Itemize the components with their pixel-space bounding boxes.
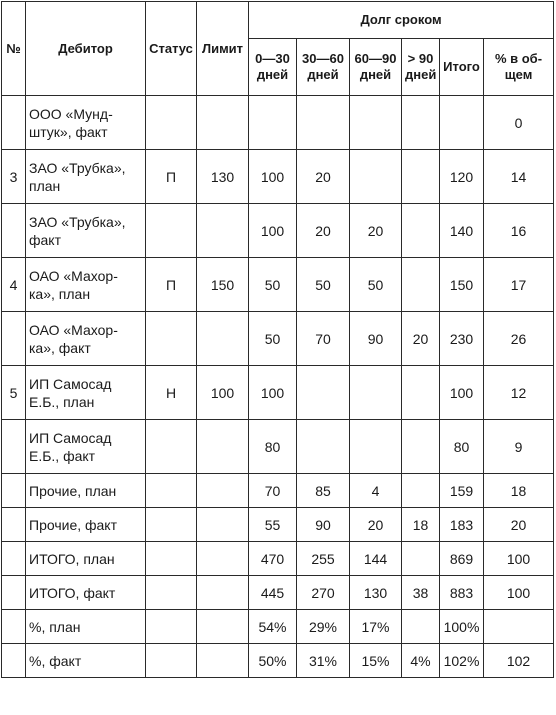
- cell-0-30: 80: [249, 420, 297, 474]
- table-row: [2, 258, 554, 312]
- cell-status: [146, 96, 197, 150]
- cell-limit: [197, 420, 249, 474]
- cell-debtor: ЗАО «Трубка», факт: [26, 204, 146, 258]
- cell-0-30: 470: [249, 542, 297, 576]
- cell-debtor: ОАО «Махор- ка», план: [26, 258, 146, 312]
- cell-60-90: [350, 366, 402, 420]
- cell-30-60: [297, 96, 350, 150]
- cell-no: [2, 644, 26, 678]
- cell-percent: 26: [484, 312, 554, 366]
- cell-status: [146, 508, 197, 542]
- cell-0-30: [249, 96, 297, 150]
- table-row: [2, 96, 554, 150]
- cell-total: 120: [440, 150, 484, 204]
- table-row: [2, 644, 554, 678]
- cell-60-90: [350, 420, 402, 474]
- cell-0-30: 55: [249, 508, 297, 542]
- cell-no: 5: [2, 366, 26, 420]
- cell-no: [2, 204, 26, 258]
- cell-limit: [197, 508, 249, 542]
- cell-limit: 130: [197, 150, 249, 204]
- header-0-30-days: 0—30 дней: [249, 39, 297, 96]
- cell-60-90: 15%: [350, 644, 402, 678]
- cell-60-90: 20: [350, 204, 402, 258]
- cell-total: [440, 96, 484, 150]
- cell-60-90: 4: [350, 474, 402, 508]
- cell-60-90: [350, 150, 402, 204]
- cell-total: 150: [440, 258, 484, 312]
- cell-60-90: 20: [350, 508, 402, 542]
- cell-percent: [484, 610, 554, 644]
- cell-60-90: 50: [350, 258, 402, 312]
- cell-no: 3: [2, 150, 26, 204]
- cell-60-90: [350, 96, 402, 150]
- cell-no: [2, 312, 26, 366]
- header-30-60-days: 30—60 дней: [297, 39, 350, 96]
- cell-0-30: 54%: [249, 610, 297, 644]
- table-row: [2, 420, 554, 474]
- cell-over-90: 38: [402, 576, 440, 610]
- table-row: [2, 576, 554, 610]
- cell-total: 159: [440, 474, 484, 508]
- cell-over-90: [402, 96, 440, 150]
- cell-limit: [197, 542, 249, 576]
- cell-60-90: 17%: [350, 610, 402, 644]
- header-no: №: [2, 2, 26, 96]
- header-over-90-days: > 90 дней: [402, 39, 440, 96]
- cell-percent: 18: [484, 474, 554, 508]
- cell-status: [146, 204, 197, 258]
- cell-0-30: 100: [249, 204, 297, 258]
- header-total: Итого: [440, 39, 484, 96]
- cell-over-90: [402, 474, 440, 508]
- cell-0-30: 50: [249, 258, 297, 312]
- cell-total: 100%: [440, 610, 484, 644]
- cell-percent: 16: [484, 204, 554, 258]
- cell-over-90: [402, 610, 440, 644]
- cell-over-90: [402, 150, 440, 204]
- cell-limit: [197, 644, 249, 678]
- cell-over-90: [402, 204, 440, 258]
- cell-status: П: [146, 258, 197, 312]
- cell-status: [146, 542, 197, 576]
- cell-0-30: 100: [249, 150, 297, 204]
- cell-over-90: [402, 366, 440, 420]
- cell-60-90: 90: [350, 312, 402, 366]
- cell-30-60: 270: [297, 576, 350, 610]
- cell-status: Н: [146, 366, 197, 420]
- cell-status: [146, 312, 197, 366]
- cell-debtor: Прочие, факт: [26, 508, 146, 542]
- table-body: [2, 96, 554, 678]
- cell-30-60: 85: [297, 474, 350, 508]
- cell-0-30: 50%: [249, 644, 297, 678]
- cell-60-90: 130: [350, 576, 402, 610]
- cell-percent: 100: [484, 576, 554, 610]
- table-row: [2, 150, 554, 204]
- cell-debtor: ОАО «Махор- ка», факт: [26, 312, 146, 366]
- header-60-90-days: 60—90 дней: [350, 39, 402, 96]
- cell-status: [146, 474, 197, 508]
- cell-limit: [197, 96, 249, 150]
- cell-limit: [197, 312, 249, 366]
- cell-no: [2, 420, 26, 474]
- cell-30-60: 50: [297, 258, 350, 312]
- cell-30-60: 31%: [297, 644, 350, 678]
- cell-no: [2, 542, 26, 576]
- cell-debtor: ИП Самосад Е.Б., факт: [26, 420, 146, 474]
- cell-limit: 150: [197, 258, 249, 312]
- table-row: [2, 204, 554, 258]
- cell-0-30: 445: [249, 576, 297, 610]
- table-header: [2, 2, 554, 96]
- table-row: [2, 366, 554, 420]
- cell-30-60: [297, 366, 350, 420]
- cell-0-30: 70: [249, 474, 297, 508]
- cell-no: [2, 96, 26, 150]
- cell-30-60: 70: [297, 312, 350, 366]
- cell-30-60: 29%: [297, 610, 350, 644]
- cell-percent: 102: [484, 644, 554, 678]
- debt-aging-table: [1, 1, 554, 678]
- table-row: [2, 474, 554, 508]
- cell-over-90: 18: [402, 508, 440, 542]
- cell-30-60: 20: [297, 204, 350, 258]
- cell-no: 4: [2, 258, 26, 312]
- cell-limit: [197, 474, 249, 508]
- header-limit: Лимит: [197, 2, 249, 96]
- cell-status: П: [146, 150, 197, 204]
- cell-status: [146, 420, 197, 474]
- cell-0-30: 100: [249, 366, 297, 420]
- cell-30-60: 90: [297, 508, 350, 542]
- cell-total: 883: [440, 576, 484, 610]
- cell-total: 869: [440, 542, 484, 576]
- cell-over-90: [402, 258, 440, 312]
- cell-limit: 100: [197, 366, 249, 420]
- table-row: [2, 508, 554, 542]
- cell-30-60: [297, 420, 350, 474]
- cell-percent: 14: [484, 150, 554, 204]
- cell-no: [2, 474, 26, 508]
- cell-status: [146, 644, 197, 678]
- cell-debtor: ИТОГО, план: [26, 542, 146, 576]
- table-row: [2, 312, 554, 366]
- cell-no: [2, 576, 26, 610]
- cell-over-90: [402, 420, 440, 474]
- cell-percent: 0: [484, 96, 554, 150]
- cell-total: 100: [440, 366, 484, 420]
- cell-status: [146, 576, 197, 610]
- table-row: [2, 610, 554, 644]
- cell-debtor: ЗАО «Трубка», план: [26, 150, 146, 204]
- cell-total: 183: [440, 508, 484, 542]
- cell-30-60: 20: [297, 150, 350, 204]
- cell-over-90: [402, 542, 440, 576]
- cell-status: [146, 610, 197, 644]
- header-status: Статус: [146, 2, 197, 96]
- cell-over-90: 20: [402, 312, 440, 366]
- cell-limit: [197, 204, 249, 258]
- header-debt-term-group: Долг сроком: [249, 2, 554, 39]
- cell-debtor: ИП Самосад Е.Б., план: [26, 366, 146, 420]
- cell-debtor: %, факт: [26, 644, 146, 678]
- cell-debtor: Прочие, план: [26, 474, 146, 508]
- cell-debtor: ИТОГО, факт: [26, 576, 146, 610]
- cell-limit: [197, 576, 249, 610]
- cell-total: 230: [440, 312, 484, 366]
- cell-0-30: 50: [249, 312, 297, 366]
- cell-limit: [197, 610, 249, 644]
- table-row: [2, 542, 554, 576]
- cell-debtor: ООО «Мунд- штук», факт: [26, 96, 146, 150]
- cell-total: 140: [440, 204, 484, 258]
- cell-60-90: 144: [350, 542, 402, 576]
- cell-no: [2, 610, 26, 644]
- cell-percent: 17: [484, 258, 554, 312]
- cell-percent: 9: [484, 420, 554, 474]
- cell-total: 80: [440, 420, 484, 474]
- cell-debtor: %, план: [26, 610, 146, 644]
- header-debtor: Дебитор: [26, 2, 146, 96]
- cell-percent: 12: [484, 366, 554, 420]
- header-percent-of-total: % в об- щем: [484, 39, 554, 96]
- cell-total: 102%: [440, 644, 484, 678]
- cell-no: [2, 508, 26, 542]
- cell-over-90: 4%: [402, 644, 440, 678]
- cell-30-60: 255: [297, 542, 350, 576]
- cell-percent: 20: [484, 508, 554, 542]
- cell-percent: 100: [484, 542, 554, 576]
